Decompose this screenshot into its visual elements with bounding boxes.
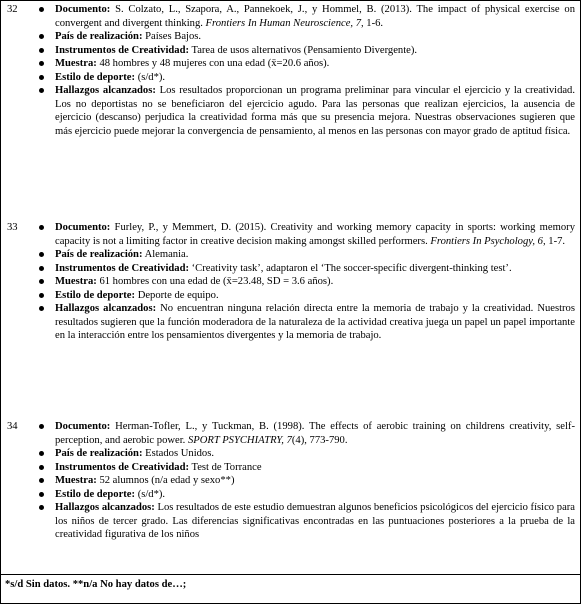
pais-label: País de realización: xyxy=(55,249,143,260)
entry-details xyxy=(37,420,575,542)
documento-journal: SPORT PSYCHIATRY, 7 xyxy=(187,434,292,446)
instrumentos-label: Instrumentos de Creatividad: xyxy=(55,44,189,56)
hallazgos-label: Hallazgos alcanzados: xyxy=(55,85,156,96)
estilo-value: (s/d*). xyxy=(137,71,166,83)
footnote: *s/d Sin datos. **n/a No hay datos de…; xyxy=(5,579,187,590)
entry-details xyxy=(37,221,575,343)
entry-number: 33 xyxy=(7,222,18,233)
documento-pages: 1-6. xyxy=(366,17,384,29)
documento-item xyxy=(37,420,575,447)
estilo-value: Deporte de equipo. xyxy=(137,289,219,301)
documento-journal: Frontiers In Human Neuroscience, 7, xyxy=(205,17,364,29)
documento-label: Documento: xyxy=(55,421,111,432)
estilo-label: Estilo de deporte: xyxy=(55,488,136,500)
muestra-value: 48 hombres y 48 mujeres con una edad (x̄=20.6 años). xyxy=(99,58,330,69)
instrumentos-label: Instrumentos de Creatividad: xyxy=(55,461,189,473)
documento-authors: S. Colzato, L., Szapora, A., Pannekoek, J., y Hommel, B. (2013). The impact of physical exercise on convergent and divergent thinking. xyxy=(55,4,575,29)
documento-label: Documento: xyxy=(55,4,111,15)
estilo-item xyxy=(37,71,575,85)
muestra-value: 61 hombres con una edad de (x̄=23.48, SD = 3.6 años). xyxy=(99,276,334,287)
hallazgos-item xyxy=(37,501,575,542)
footnote-divider xyxy=(1,574,580,575)
documento-authors: Herman-Tofler, L., y Tuckman, B. (1998). The effects of aerobic training on childrens creativity, self-perception, and aerobic power. xyxy=(55,421,575,446)
hallazgos-label: Hallazgos alcanzados: xyxy=(55,502,155,513)
pais-label: País de realización: xyxy=(55,448,143,459)
pais-item xyxy=(37,447,575,461)
documento-pages: (4), 773-790. xyxy=(291,434,348,446)
instrumentos-value: Tarea de usos alternativos (Pensamiento Divergente). xyxy=(191,44,418,56)
instrumentos-item xyxy=(37,461,575,475)
documento-label: Documento: xyxy=(55,222,111,233)
documento-pages: 1-7. xyxy=(548,235,566,247)
documento-authors: Furley, P., y Memmert, D. (2015). Creativity and working memory capacity in sports: working memory capacity is not a limiting factor in creative decision making amongst skilled performers. xyxy=(55,222,575,247)
muestra-item xyxy=(37,275,575,289)
instrumentos-item xyxy=(37,262,575,276)
muestra-label: Muestra: xyxy=(55,276,97,287)
pais-item xyxy=(37,30,575,44)
entry-details xyxy=(37,3,575,138)
estilo-value: (s/d*). xyxy=(137,488,166,500)
pais-value: Estados Unidos. xyxy=(145,448,214,459)
entry-number: 32 xyxy=(7,4,18,15)
estilo-label: Estilo de deporte: xyxy=(55,289,136,301)
hallazgos-value: Los resultados proporcionan un programa preliminar para vincular el ejercicio y la creatividad. Los no deportistas no se beneficiaron del ejercicio agudo. Para las personas que realizan ejercicios, la ausencia de ejercicio (descanso) perjudica la creatividad forma más que su presencia mejora. Nuestras observaciones sugieren que más ejercicio puede mejorar la convergencia de pensamiento, al menos en las personas con mayor grado de aptitud física. xyxy=(55,85,576,137)
muestra-value: 52 alumnos (n/a edad y sexo**) xyxy=(99,475,235,486)
documento-item xyxy=(37,221,575,248)
entry-number: 34 xyxy=(7,421,18,432)
hallazgos-item xyxy=(37,84,575,138)
hallazgos-value: Los resultados de este estudio demuestran algunos beneficios psicológicos del ejercicio físico para los niños de tercer grado. Las diferencias significativas encontradas en las puntuaciones posteriores a la prueba de la creatividad figurativa de los niños xyxy=(55,502,575,540)
muestra-item xyxy=(37,474,575,488)
muestra-item xyxy=(37,57,575,71)
instrumentos-value: ‘Creativity task’, adaptaron el ‘The soccer-specific divergent-thinking test’. xyxy=(191,262,512,274)
hallazgos-label: Hallazgos alcanzados: xyxy=(55,303,157,314)
pais-value: Alemania. xyxy=(144,249,189,260)
hallazgos-value: No encuentran ninguna relación directa entre la memoria de trabajo y la creatividad. Nuestros resultados sugieren que la función moderadora de la naturaleza de la actividad creativa juega un papel un papel importante en la interacción entre los pensamientos divergentes y la memoria de trabajo. xyxy=(55,303,575,341)
hallazgos-item xyxy=(37,302,575,343)
estilo-item xyxy=(37,289,575,303)
muestra-label: Muestra: xyxy=(55,58,97,69)
instrumentos-value: Test de Torrance xyxy=(191,461,262,473)
estilo-item xyxy=(37,488,575,502)
muestra-label: Muestra: xyxy=(55,475,97,486)
estilo-label: Estilo de deporte: xyxy=(55,71,136,83)
pais-item xyxy=(37,248,575,262)
instrumentos-label: Instrumentos de Creatividad: xyxy=(55,262,189,274)
instrumentos-item xyxy=(37,44,575,58)
documento-item xyxy=(37,3,575,30)
pais-value: Países Bajos. xyxy=(145,31,202,42)
pais-label: País de realización: xyxy=(55,31,143,42)
documento-journal: Frontiers In Psychology, 6, xyxy=(430,235,546,247)
